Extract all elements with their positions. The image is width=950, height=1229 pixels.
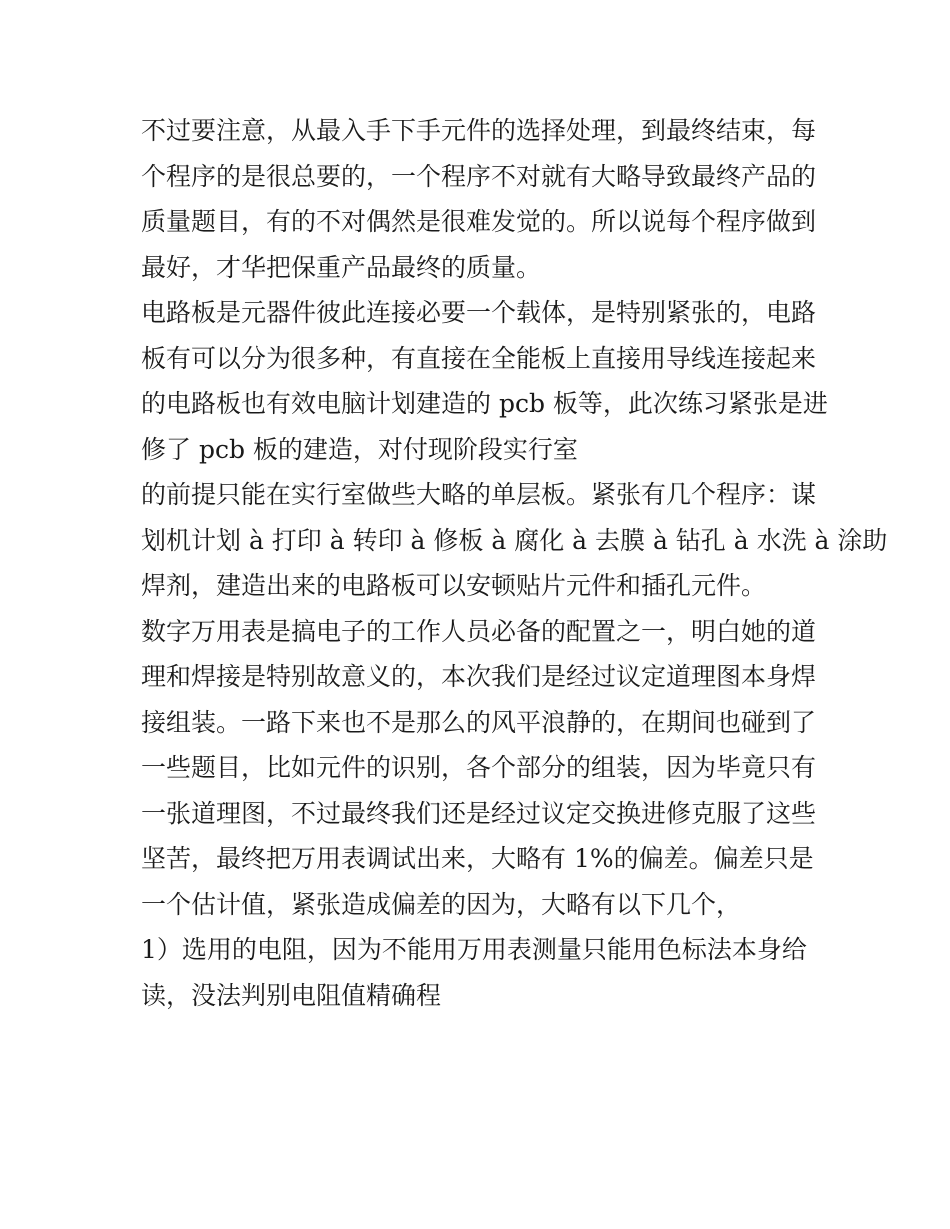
text-line: 数字万用表是搞电子的工作人员必备的配置之一，明白她的道 [141, 616, 817, 646]
text-line: 一些题目，比如元件的识别，各个部分的组装，因为毕竟只有 [141, 753, 817, 782]
text-line: 修了 pcb 板的建造，对付现阶段实行室 [141, 434, 578, 464]
text-line: 1）选用的电阻，因为不能用万用表测量只能用色标法本身给 [141, 935, 807, 964]
text-line: 的电路板也有效电脑计划建造的 pcb 板等，此次练习紧张是进 [141, 389, 828, 418]
text-line: 焊剂，建造出来的电路板可以安顿贴片元件和插孔元件。 [141, 571, 767, 600]
text-line: 不过要注意，从最入手下手元件的选择处理，到最终结束，每 [141, 116, 817, 145]
text-line: 最好，才华把保重产品最终的质量。 [141, 252, 542, 282]
text-line: 读，没法判别电阻值精确程 [141, 980, 442, 1010]
text-line: 板有可以分为很多种，有直接在全能板上直接用导线连接起来 [141, 343, 817, 373]
text-line: 个程序的是很总要的，一个程序不对就有大略导致最终产品的 [141, 161, 817, 191]
text-line: 的前提只能在实行室做些大略的单层板。紧张有几个程序：谋 [141, 480, 817, 509]
text-line: 电路板是元器件彼此连接必要一个载体，是特别紧张的，电路 [141, 298, 817, 327]
text-line: 接组装。一路下来也不是那么的风平浪静的，在期间也碰到了 [141, 707, 817, 737]
text-line: 理和焊接是特别故意义的，本次我们是经过议定道理图本身焊 [141, 662, 817, 691]
text-line: 质量题目，有的不对偶然是很难发觉的。所以说每个程序做到 [141, 207, 817, 236]
text-line: 划机计划 à 打印 à 转印 à 修板 à 腐化 à 去膜 à 钻孔 à 水洗 à 涂助 [141, 525, 888, 555]
text-line: 一个估计值，紧张造成偏差的因为，大略有以下几个， [141, 889, 742, 919]
document-body [141, 108, 888, 1018]
text-line: 一张道理图，不过最终我们还是经过议定交换进修克服了这些 [141, 798, 817, 828]
text-line: 坚苦，最终把万用表调试出来，大略有 1%的偏差。偏差只是 [141, 844, 814, 873]
